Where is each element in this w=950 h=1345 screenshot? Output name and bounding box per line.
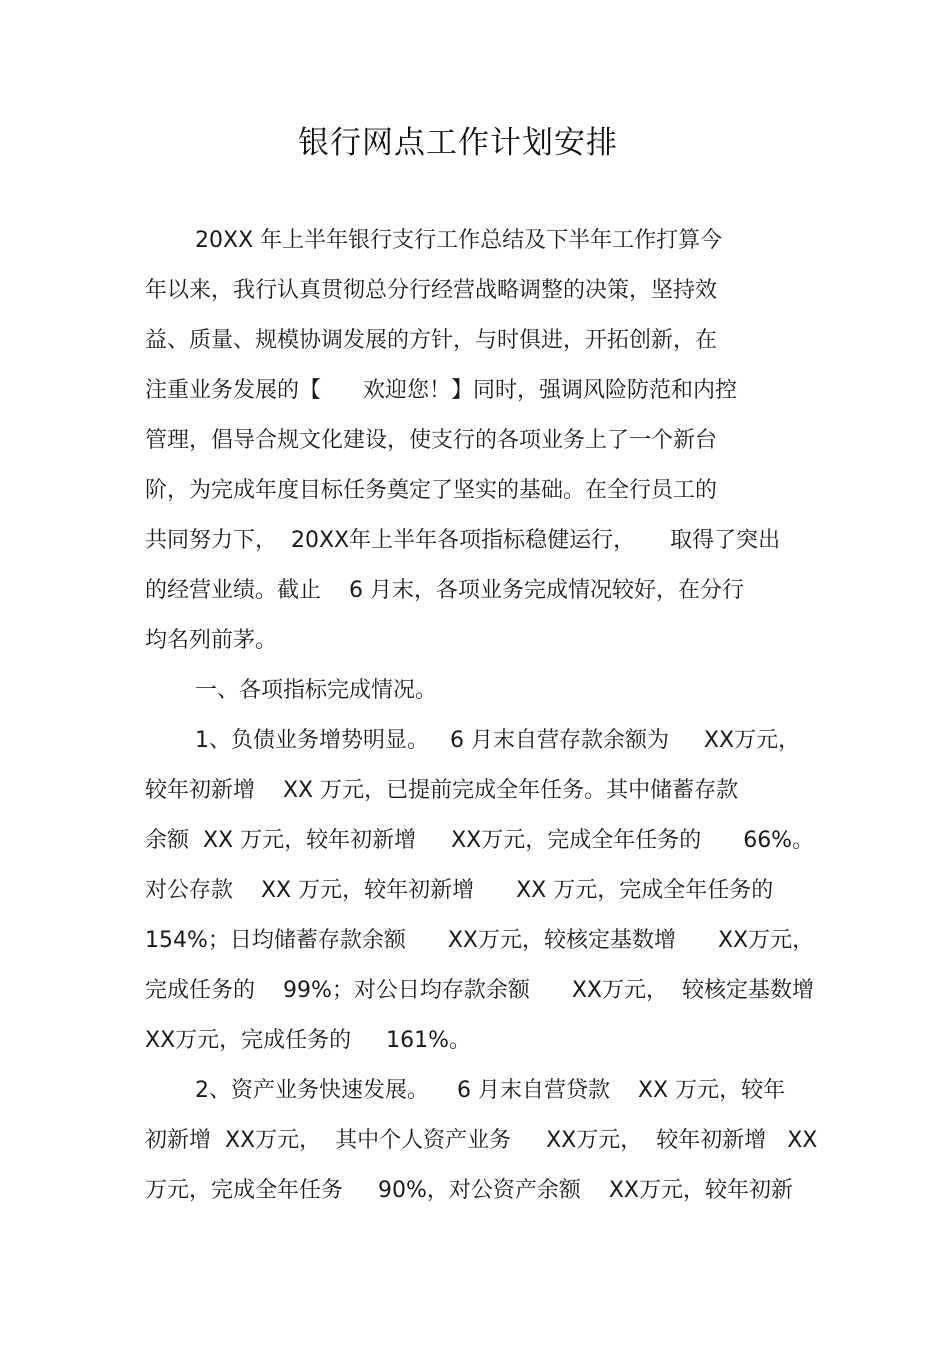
section-heading: 一、各项指标完成情况。 [195, 678, 438, 703]
paragraph-line: 完成任务的 99%；对公日均存款余额 XX万元， 较核定基数增 [145, 978, 814, 1003]
paragraph-line: 余额 XX 万元，较年初新增 XX万元，完成全年任务的 66%。 [145, 828, 815, 853]
paragraph-line: 注重业务发展的【 欢迎您！】同时，强调风险防范和内控 [145, 378, 737, 403]
paragraph-line: 益、质量、规模协调发展的方针，与时俱进，开拓创新，在 [145, 328, 718, 353]
paragraph-line: 初新增 XX万元， 其中个人资产业务 XX万元， 较年初新增 XX [145, 1128, 818, 1153]
paragraph-line: 的经营业绩。截止 6 月末，各项业务完成情况较好，在分行 [145, 578, 744, 603]
paragraph-line: 共同努力下， 20XX年上半年各项指标稳健运行， 取得了突出 [145, 528, 781, 553]
paragraph-line: 对公存款 XX 万元，较年初新增 XX 万元，完成全年任务的 [145, 878, 774, 903]
paragraph-line: 管理，倡导合规文化建设，使支行的各项业务上了一个新台 [145, 428, 718, 453]
paragraph-line: 2、资产业务快速发展。 6 月末自营贷款 XX 万元，较年 [195, 1078, 786, 1103]
paragraph-line: 年以来，我行认真贯彻总分行经营战略调整的决策，坚持效 [145, 278, 718, 303]
document-title: 银行网点工作计划安排 [298, 125, 618, 161]
paragraph-line: XX万元，完成任务的 161%。 [145, 1028, 472, 1053]
paragraph-line: 较年初新增 XX 万元，已提前完成全年任务。其中储蓄存款 [145, 778, 739, 803]
paragraph-line: 均名列前茅。 [145, 628, 278, 653]
paragraph-line: 1、负债业务增势明显。 6 月末自营存款余额为 XX万元， [195, 728, 801, 753]
paragraph-line: 万元，完成全年任务 90%，对公资产余额 XX万元，较年初新 [145, 1178, 793, 1203]
paragraph-line: 154%；日均储蓄存款余额 XX万元，较核定基数增 XX万元， [145, 928, 815, 953]
paragraph-line: 阶，为完成年度目标任务奠定了坚实的基础。在全行员工的 [145, 478, 718, 503]
paragraph-line: 20XX 年上半年银行支行工作总结及下半年工作打算今 [195, 228, 723, 253]
